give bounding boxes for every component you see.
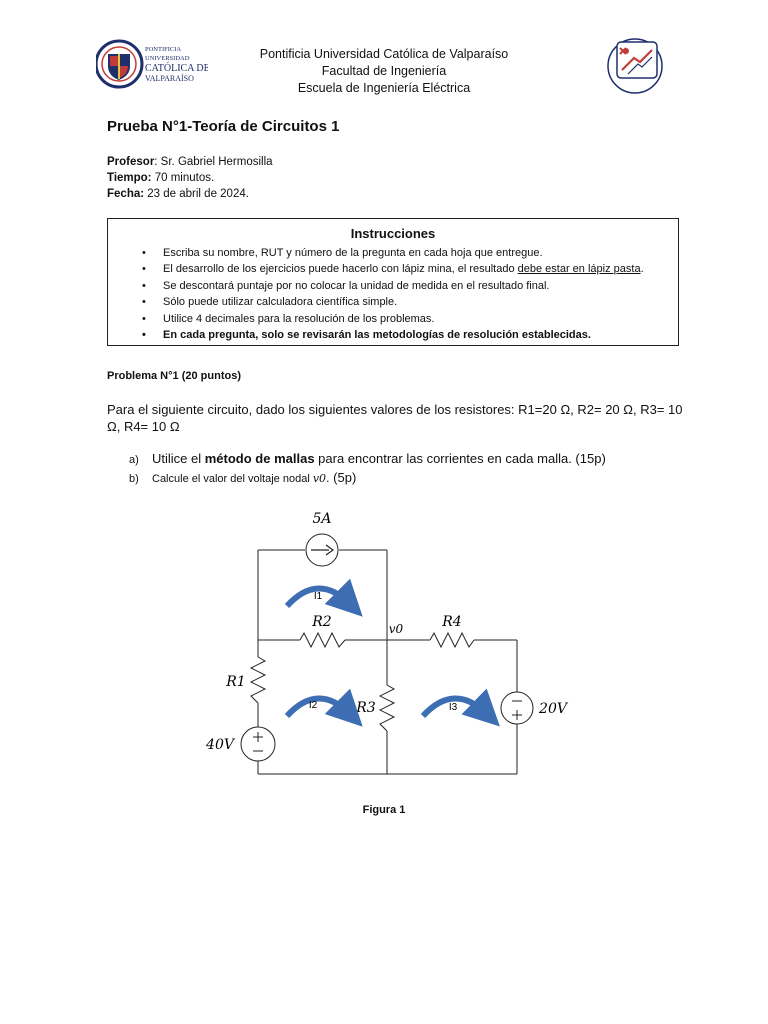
date-value: 23 de abril de 2024.	[144, 188, 249, 200]
instruction-item: • En cada pregunta, solo se revisarán las metodologías de resolución establecidas.	[138, 327, 644, 343]
instruction-item: • Se descontará puntaje por no colocar la unidad de medida en el resultado final.	[138, 278, 644, 294]
resistor-r1	[251, 657, 265, 703]
question-a-label: a)	[129, 454, 139, 466]
instruction-underlined: debe estar en lápiz pasta	[517, 263, 641, 276]
problem-title: Problema N°1 (20 puntos)	[107, 370, 241, 382]
voltage-source-40v	[241, 727, 275, 761]
header-faculty: Facultad de Ingeniería	[321, 64, 447, 78]
mesh-i2-arrow	[287, 698, 350, 716]
resistor-r3-label: R3	[356, 700, 376, 716]
header-university: Pontificia Universidad Católica de Valparaíso	[259, 47, 509, 61]
figure-caption: Figura 1	[362, 804, 406, 816]
logo-text-3: CATÓLICA DE	[145, 63, 208, 74]
voltage-source-20v-label: 20V	[539, 701, 567, 717]
circuit-wires	[258, 550, 517, 774]
question-a-text-end: para encontrar las corrientes en cada malla. (15p)	[314, 451, 606, 466]
problem-statement: Para el siguiente circuito, dado los siguientes valores de los resistores: R1=20 Ω, R2= 20 Ω, R3= 10 Ω, R4= 10 Ω	[107, 402, 683, 434]
resistor-r4	[430, 633, 474, 647]
question-a-bold: método de mallas	[204, 451, 315, 466]
voltage-source-20v	[501, 692, 533, 724]
instruction-item: • Escriba su nombre, RUT y número de la pregunta en cada hoja que entregue.	[138, 245, 644, 261]
question-b-variable: v0.	[312, 472, 330, 485]
time-label: Tiempo:	[107, 172, 152, 184]
professor-label: Profesor	[107, 156, 155, 168]
date-label: Fecha:	[107, 188, 145, 200]
resistor-r2-label: R2	[312, 614, 332, 630]
current-source-5a	[306, 534, 338, 566]
resistor-r2	[300, 633, 345, 647]
exam-title: Prueba N°1-Teoría de Circuitos 1	[107, 118, 340, 135]
node-v0-label: v0	[388, 622, 404, 636]
instruction-text: El desarrollo de los ejercicios puede hacerlo con lápiz mina, el resultado	[163, 263, 518, 276]
mesh-i1-label: I1	[313, 591, 323, 602]
instruction-item: • Utilice 4 decimales para la resolución de los problemas.	[138, 311, 644, 327]
instructions-title: Instrucciones	[350, 226, 436, 241]
logo-text-1: PONTIFICIA	[145, 46, 182, 53]
resistor-r1-label: R1	[226, 674, 246, 690]
mesh-i2-label: I2	[308, 700, 318, 711]
instruction-text-end: .	[640, 263, 644, 276]
professor-value: : Sr. Gabriel Hermosilla	[154, 156, 273, 168]
header-school: Escuela de Ingeniería Eléctrica	[297, 81, 471, 95]
current-source-label: 5A	[312, 511, 332, 527]
time-value: 70 minutos.	[151, 172, 215, 184]
mesh-i3-label: I3	[448, 702, 458, 713]
question-b-points: (5p)	[329, 470, 357, 485]
question-b-text: Calcule el valor del voltaje nodal	[152, 473, 313, 485]
logo-text-2: UNIVERSIDAD	[145, 55, 190, 62]
voltage-source-40v-label: 40V	[206, 737, 234, 753]
resistor-r3	[380, 685, 394, 731]
resistor-r4-label: R4	[442, 614, 462, 630]
question-b-label: b)	[129, 473, 139, 485]
logo-text-4: VALPARAÍSO	[145, 74, 194, 83]
instruction-item: • Sólo puede utilizar calculadora científica simple.	[138, 294, 644, 310]
question-a-text: Utilice el	[152, 451, 205, 466]
